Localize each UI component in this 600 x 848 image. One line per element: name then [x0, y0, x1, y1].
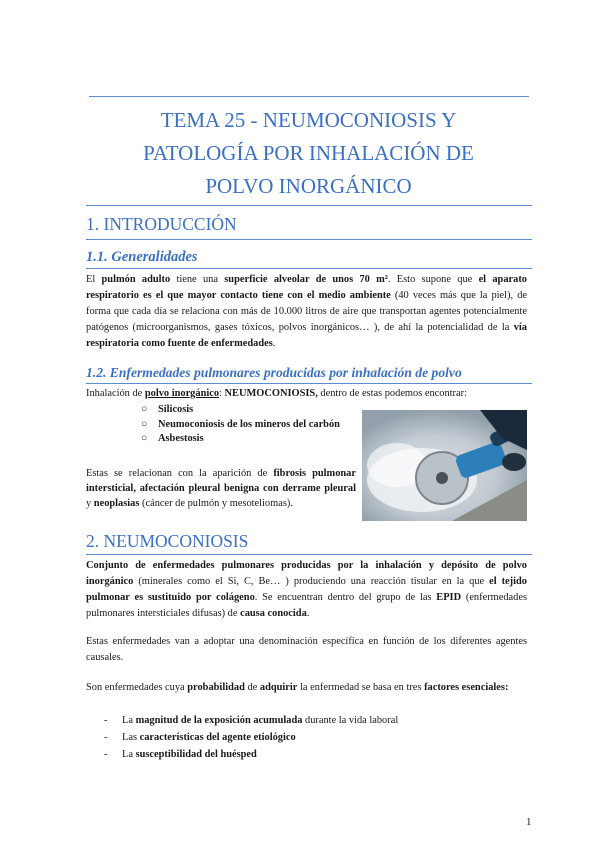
subsection-heading-polvo: 1.2. Enfermedades pulmonares producidas por inhalación de polvo [86, 365, 462, 380]
list-item [141, 403, 356, 418]
text-run: Son enfermedades cuya [86, 682, 188, 693]
text-run: Las [122, 732, 140, 743]
paragraph-factors-lead [86, 680, 527, 696]
text-run: La [122, 749, 136, 760]
grinder-photo-svg [362, 410, 527, 521]
bold-text: características del agente etiológico [139, 732, 296, 743]
bold-text: el aparato respiratorio es el que mayor contacto tiene con el medio ambiente [86, 274, 527, 301]
section-heading-neumoconiosis: 2. NEUMOCONIOSIS [86, 531, 249, 551]
text-run: . [306, 608, 310, 619]
title-bottom-rule [86, 205, 532, 206]
lead-prefix: Inhalación de [86, 388, 145, 399]
text-run: tiene una [170, 274, 225, 285]
text-run: la enfermedad se basa en tres [297, 682, 425, 693]
text-run: (minerales como el Si, C, Be… ) produciendo una reacción tisular en la que [133, 576, 490, 587]
bold-text: probabilidad [187, 682, 245, 693]
lead-colon: : [219, 388, 225, 399]
list-item-label: Neumoconiosis de los mineros del carbón [158, 418, 340, 430]
subsection-heading-generalidades: 1.1. Generalidades [86, 249, 198, 265]
list-item-label [122, 729, 296, 746]
text-run: . Esto supone que [387, 274, 479, 285]
paragraph-definition [86, 558, 527, 622]
bold-text: pulmón adulto [101, 274, 171, 285]
text-run: (cáncer de pulmón y mesoteliomas). [139, 498, 293, 509]
text-run: (enfermedades pulmonares intersticiales difusas) de [86, 592, 528, 619]
lead-bold: NEUMOCONIOSIS, [224, 388, 318, 399]
dash-bullet: - [104, 749, 108, 760]
bullet-circle: ○ [141, 433, 148, 444]
grinder-photo [362, 410, 527, 521]
text-run: Estas se relacionan con la aparición de [86, 468, 274, 479]
text-run: La [122, 715, 136, 726]
paragraph-denomination: Estas enfermedades van a adoptar una denominación específica en función de los diferentes agentes causales. [86, 636, 527, 663]
bold-text: el tejido pulmonar es sustituido por colágeno [86, 576, 527, 603]
title-line: TEMA 25 - NEUMOCONIOSIS Y [160, 108, 457, 132]
bold-text: magnitud de la exposición acumulada [135, 715, 303, 726]
text-run: y [86, 498, 94, 509]
list-item-label: Silicosis [158, 404, 194, 415]
dash-bullet: - [104, 715, 108, 726]
list-item [104, 712, 398, 729]
bold-text: EPID [436, 592, 462, 603]
bold-text: adquirir [259, 682, 298, 693]
factors-list [104, 712, 398, 763]
list-item-label [122, 712, 398, 729]
page-number: 1 [526, 816, 532, 828]
list-item [141, 418, 356, 433]
document-title [86, 104, 531, 203]
section-rule [86, 239, 532, 240]
title-line: PATOLOGÍA POR INHALACIÓN DE [143, 141, 474, 165]
bold-text: vía respiratoria como fuente de enfermedades [86, 322, 527, 349]
lead-underlined: polvo inorgánico [144, 388, 220, 399]
bold-text: Conjunto de enfermedades pulmonares producidas por la inhalación y depósito de polvo inorgánico [86, 560, 527, 587]
bullet-circle: ○ [141, 404, 148, 415]
text-run: . Se encuentran dentro del grupo de las [254, 592, 437, 603]
bold-text: neoplasias [93, 498, 140, 509]
title-top-rule [89, 96, 529, 97]
text-run: . [272, 338, 276, 349]
bullet-circle: ○ [141, 418, 148, 430]
list-item [104, 729, 398, 746]
title-line: POLVO INORGÁNICO [205, 174, 412, 198]
text-run: El [86, 274, 102, 285]
text-run: (40 veces más que la piel), de forma que cada día se relaciona con más de 10.000 litros de aire que transportan agentes potencialmente patógenos (microorganismos, gases tóxicos, polvos inorgánicos… ), de ahí la potencialidad de la [86, 290, 528, 333]
section-heading-intro: 1. INTRODUCCIÓN [86, 214, 237, 234]
list-item [104, 746, 398, 763]
bold-text: susceptibilidad del huésped [135, 749, 257, 760]
list-item-label: Asbestosis [158, 433, 204, 444]
pneumoconiosis-list [141, 403, 356, 447]
lead-suffix: dentro de estas podemos encontrar: [317, 388, 467, 399]
text-run: durante la vida laboral [302, 715, 399, 726]
bold-text: factores esenciales: [424, 682, 509, 693]
paragraph-generalidades [86, 272, 527, 352]
paragraph-polvo-lead [86, 386, 527, 402]
text-run: de [244, 682, 260, 693]
section-rule [86, 554, 532, 555]
subsection-rule [86, 268, 532, 269]
bold-text: fibrosis pulmonar intersticial, afectación pleural benigna con derrame pleural [86, 468, 356, 494]
dash-bullet: - [104, 732, 108, 743]
bold-text: superficie alveolar de unos 70 m² [224, 274, 388, 285]
bold-text: causa conocida [240, 608, 307, 619]
subsection-rule [86, 383, 532, 384]
list-item [141, 432, 356, 447]
paragraph-polvo-effects [86, 466, 356, 511]
list-item-label [122, 746, 257, 763]
